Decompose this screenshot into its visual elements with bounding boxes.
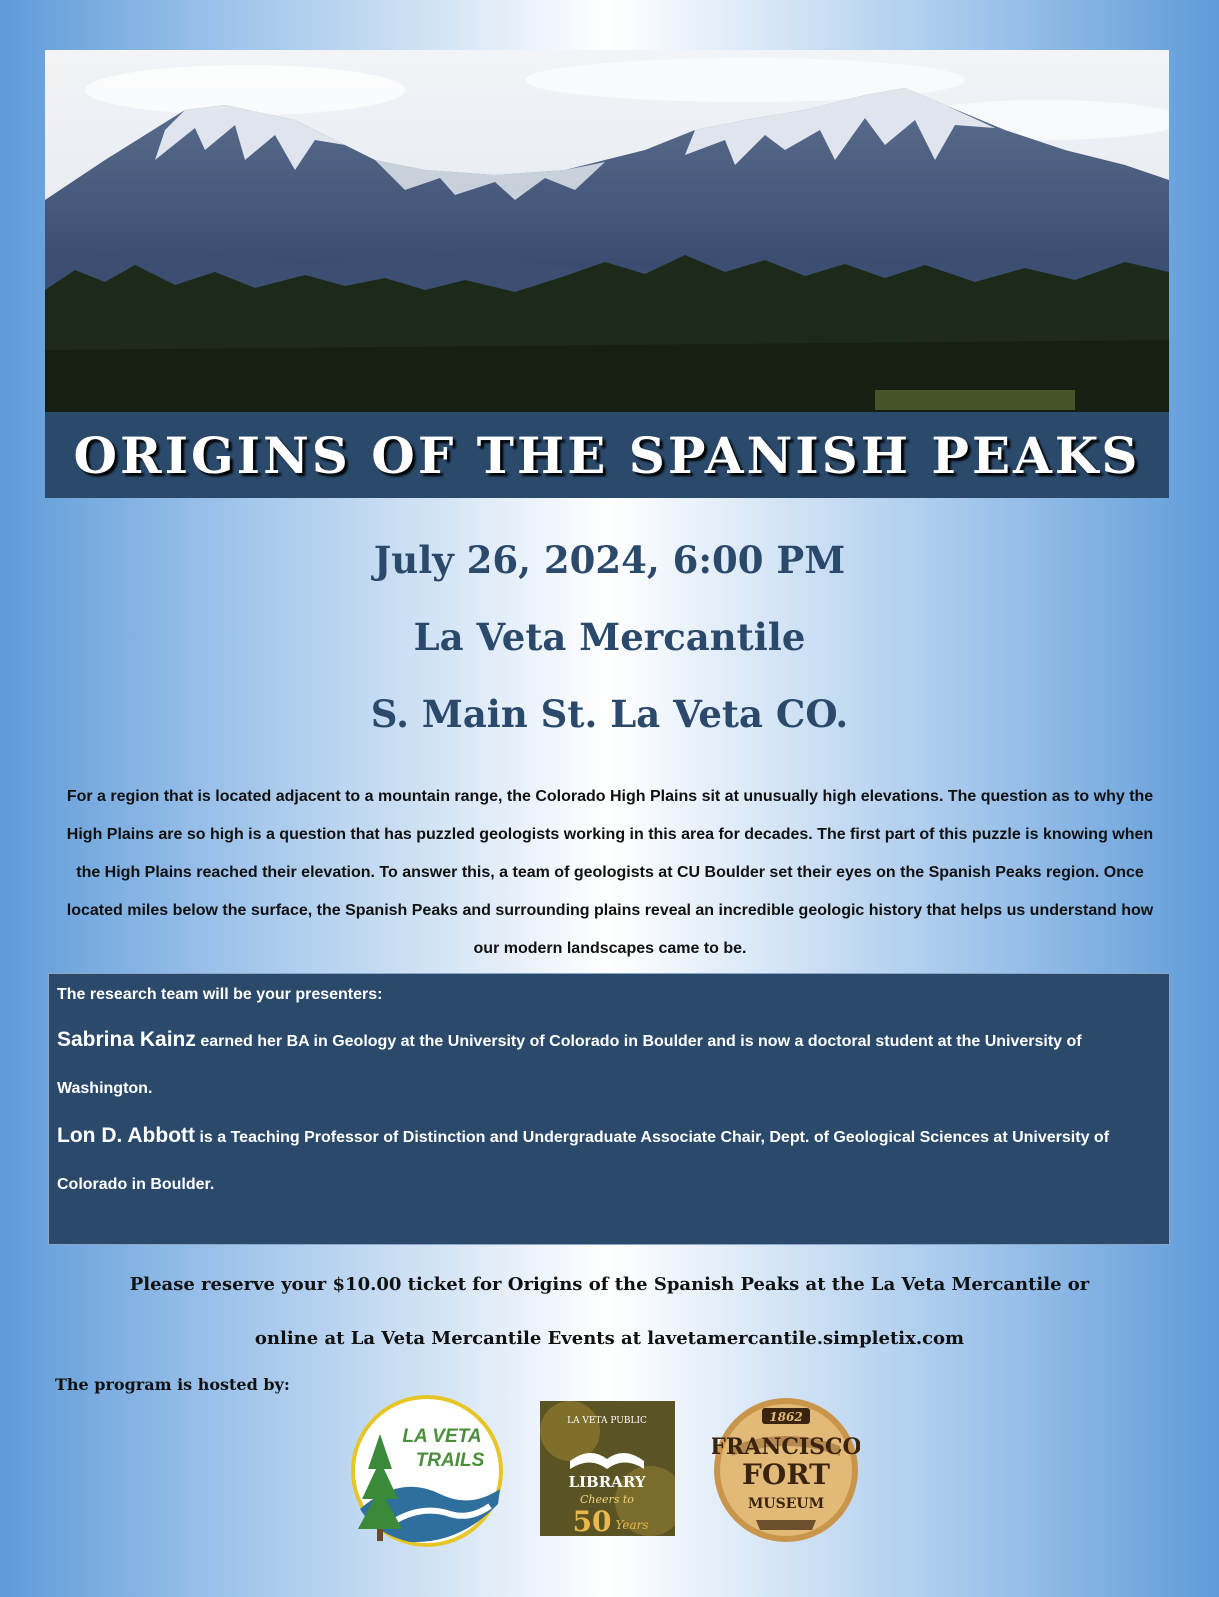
library-logo-suffix: Years: [615, 1518, 649, 1532]
event-venue: La Veta Mercantile: [413, 615, 806, 659]
intro-paragraph: For a region that is located adjacent to a mountain range, the Colorado High Plains sit at unusually high elevations. The question as to why the High Plains are so high is a question that has puzzled geologists working in this area for decades. The first part of this puzzle is knowing when the High Plains reached their elevation. To answer this, a team of geologists at CU Boulder set their eyes on the Spanish Peaks region. Once located miles below the surface, the Spanish Peaks and surrounding plains reveal an incredible geologic history that helps us understand how our modern landscapes came to be.: [66, 788, 1154, 957]
title-banner: [45, 412, 1169, 498]
hosted-by-label: The program is hosted by:: [55, 1375, 290, 1394]
event-address: S. Main St. La Veta CO.: [370, 692, 849, 736]
presenter-bio: is a Teaching Professor of Distinction and Undergraduate Associate Chair, Dept. of Geological Sciences at University of Colorado in Boulder.: [57, 1129, 1110, 1193]
la-veta-library-logo: [540, 1401, 675, 1536]
event-datetime: July 26, 2024, 6:00 PM: [373, 538, 846, 582]
museum-logo-line2: FORT: [742, 1458, 830, 1491]
museum-logo-line1: FRANCISCO: [712, 1434, 860, 1460]
presenters-lead: The research team will be your presenters:: [57, 986, 383, 1003]
presenter-name: Lon D. Abbott: [57, 1124, 196, 1147]
library-logo-number: 50: [572, 1505, 612, 1536]
library-logo-name: LIBRARY: [568, 1473, 646, 1491]
library-logo-top: LA VETA PUBLIC: [567, 1416, 647, 1426]
presenter-sabrina: [57, 1016, 1161, 1112]
presenter-name: Sabrina Kainz: [57, 1028, 196, 1051]
reserve-line-1: Please reserve your $10.00 ticket for Origins of the Spanish Peaks at the La Veta Mercantile or: [129, 1274, 1090, 1295]
reserve-line-2: online at La Veta Mercantile Events at lavetamercantile.simpletix.com: [254, 1328, 965, 1349]
page-title: ORIGINS OF THE SPANISH PEAKS: [73, 425, 1141, 485]
museum-logo-line3: MUSEUM: [747, 1496, 825, 1512]
hero-mountain-image: [45, 50, 1169, 414]
presenters-box: [48, 973, 1170, 1245]
library-logo-tag: Cheers to: [580, 1493, 634, 1506]
la-veta-trails-logo: [350, 1394, 505, 1549]
trails-logo-line1: LA VETA: [402, 1426, 482, 1447]
presenter-bio: earned her BA in Geology at the University of Colorado in Boulder and is now a doctoral student at the University of Washington.: [57, 1033, 1082, 1097]
presenter-lon: [57, 1112, 1161, 1208]
francisco-fort-museum-logo: [712, 1396, 860, 1544]
trails-logo-line2: TRAILS: [415, 1450, 485, 1471]
museum-logo-year: 1862: [769, 1410, 803, 1424]
